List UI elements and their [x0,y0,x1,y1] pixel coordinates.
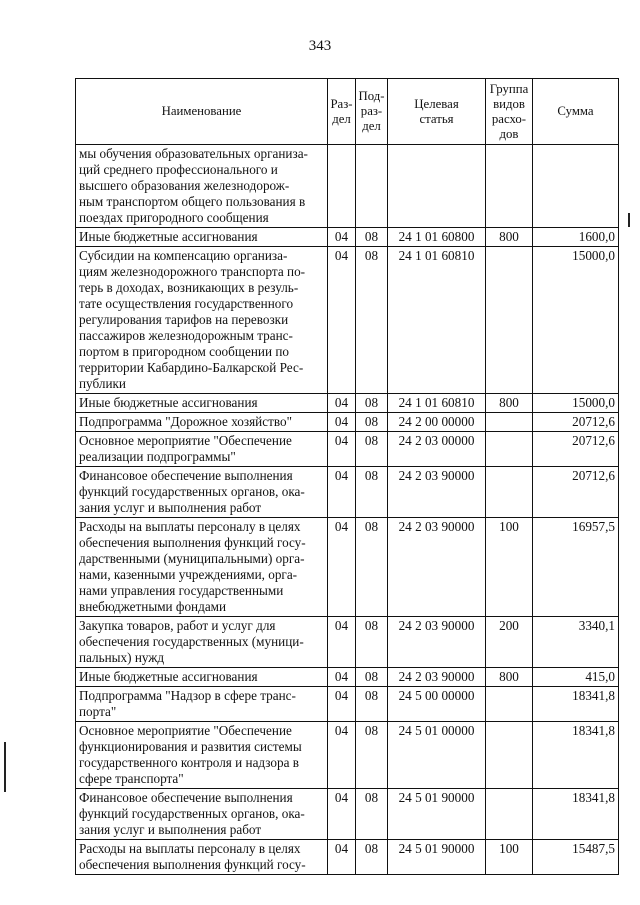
cell-expense-group [486,247,533,394]
cell-razdel: 04 [328,722,356,789]
table-row [76,413,619,432]
cell-razdel: 04 [328,687,356,722]
cell-razdel: 04 [328,840,356,875]
table-row [76,687,619,722]
header-group-label: Группа видов расхо- дов [489,81,529,141]
header-row [76,79,619,145]
header-sum: Сумма [533,79,619,145]
cell-podrazdel: 08 [356,518,388,617]
cell-name: Иные бюджетные ассигнования [76,394,328,413]
cell-expense-group [486,413,533,432]
cell-expense-group: 800 [486,228,533,247]
cell-target-article: 24 5 01 00000 [388,722,486,789]
header-expense-group [486,79,533,145]
cell-podrazdel: 08 [356,467,388,518]
cell-target-article: 24 2 03 00000 [388,432,486,467]
cell-target-article: 24 5 01 90000 [388,789,486,840]
table-body [76,145,619,875]
cell-target-article: 24 2 03 90000 [388,518,486,617]
cell-expense-group: 200 [486,617,533,668]
cell-expense-group [486,789,533,840]
cell-sum: 18341,8 [533,722,619,789]
cell-target-article: 24 5 00 00000 [388,687,486,722]
cell-razdel: 04 [328,228,356,247]
cell-name: Расходы на выплаты персоналу в целях обеспечения выполнения функций госу- [76,840,328,875]
cell-razdel: 04 [328,668,356,687]
table-row [76,228,619,247]
cell-name: Подпрограмма "Надзор в сфере транс- порта" [76,687,328,722]
cell-podrazdel: 08 [356,617,388,668]
cell-expense-group: 100 [486,518,533,617]
table-row [76,145,619,228]
cell-expense-group [486,467,533,518]
page-number: 343 [308,38,332,54]
cell-name: Основное мероприятие "Обеспечение функционирования и развития системы государственного контроля и надзора в сфере транспорта" [76,722,328,789]
cell-name: Иные бюджетные ассигнования [76,228,328,247]
cell-podrazdel [356,145,388,228]
cell-name: мы обучения образовательных организа- ций среднего профессионального и высшего образования железнодорож- ным транспортом общего пользования в поездах пригородного сообщения [76,145,328,228]
cell-razdel: 04 [328,247,356,394]
cell-sum: 15000,0 [533,394,619,413]
scan-mark-right [628,213,630,227]
header-razdel-label: Раз- дел [330,96,353,126]
cell-sum: 15000,0 [533,247,619,394]
cell-sum: 20712,6 [533,432,619,467]
header-name: Наименование [76,79,328,145]
cell-expense-group [486,722,533,789]
cell-expense-group: 100 [486,840,533,875]
cell-razdel [328,145,356,228]
cell-target-article: 24 2 03 90000 [388,467,486,518]
cell-podrazdel: 08 [356,668,388,687]
cell-sum: 3340,1 [533,617,619,668]
cell-podrazdel: 08 [356,687,388,722]
cell-razdel: 04 [328,518,356,617]
header-podrazdel-label: Под- раз- дел [358,89,385,133]
table-row [76,668,619,687]
cell-razdel: 04 [328,432,356,467]
cell-sum: 18341,8 [533,789,619,840]
cell-target-article: 24 2 03 90000 [388,617,486,668]
cell-podrazdel: 08 [356,394,388,413]
cell-sum: 18341,8 [533,687,619,722]
header-razdel [328,79,356,145]
cell-name: Подпрограмма "Дорожное хозяйство" [76,413,328,432]
cell-sum [533,145,619,228]
header-target-article [388,79,486,145]
cell-expense-group [486,687,533,722]
cell-sum: 15487,5 [533,840,619,875]
cell-target-article: 24 1 01 60800 [388,228,486,247]
cell-podrazdel: 08 [356,840,388,875]
cell-razdel: 04 [328,789,356,840]
table-row [76,247,619,394]
cell-expense-group: 800 [486,668,533,687]
cell-name: Основное мероприятие "Обеспечение реализации подпрограммы" [76,432,328,467]
table-row [76,432,619,467]
cell-name: Закупка товаров, работ и услуг для обеспечения государственных (муници- пальных) нужд [76,617,328,668]
cell-podrazdel: 08 [356,413,388,432]
header-podrazdel [356,79,388,145]
table-row [76,789,619,840]
cell-sum: 20712,6 [533,413,619,432]
table-row [76,518,619,617]
cell-target-article: 24 5 01 90000 [388,840,486,875]
table-row [76,840,619,875]
cell-sum: 415,0 [533,668,619,687]
cell-name: Финансовое обеспечение выполнения функций государственных органов, ока- зания услуг и выполнения работ [76,467,328,518]
cell-name: Финансовое обеспечение выполнения функций государственных органов, ока- зания услуг и выполнения работ [76,789,328,840]
cell-podrazdel: 08 [356,789,388,840]
cell-expense-group [486,432,533,467]
budget-table [75,78,619,875]
cell-name: Иные бюджетные ассигнования [76,668,328,687]
cell-razdel: 04 [328,467,356,518]
scan-mark-left [4,742,6,792]
cell-razdel: 04 [328,413,356,432]
table-row [76,722,619,789]
cell-podrazdel: 08 [356,247,388,394]
cell-expense-group: 800 [486,394,533,413]
cell-target-article [388,145,486,228]
header-article-label: Целевая статья [414,96,459,126]
cell-target-article: 24 1 01 60810 [388,394,486,413]
cell-sum: 20712,6 [533,467,619,518]
table-row [76,394,619,413]
cell-name: Субсидии на компенсацию организа- циям железнодорожного транспорта по- терь в доходах, возникающих в резуль- тате осуществления государственного регулирования тарифов на перевозки пассажиров железнодорожным транс- портом в пригородном сообщении по территории Кабардино-Балкарской Рес- публики [76,247,328,394]
cell-podrazdel: 08 [356,228,388,247]
cell-podrazdel: 08 [356,432,388,467]
cell-target-article: 24 2 00 00000 [388,413,486,432]
cell-razdel: 04 [328,394,356,413]
cell-expense-group [486,145,533,228]
cell-target-article: 24 2 03 90000 [388,668,486,687]
cell-target-article: 24 1 01 60810 [388,247,486,394]
cell-razdel: 04 [328,617,356,668]
cell-sum: 16957,5 [533,518,619,617]
cell-name: Расходы на выплаты персоналу в целях обеспечения выполнения функций госу- дарственными (муниципальными) орга- нами, казенными учреждениями, орга- нами управления государственными внебюджетными фондами [76,518,328,617]
cell-podrazdel: 08 [356,722,388,789]
cell-sum: 1600,0 [533,228,619,247]
table-row [76,617,619,668]
table-row [76,467,619,518]
